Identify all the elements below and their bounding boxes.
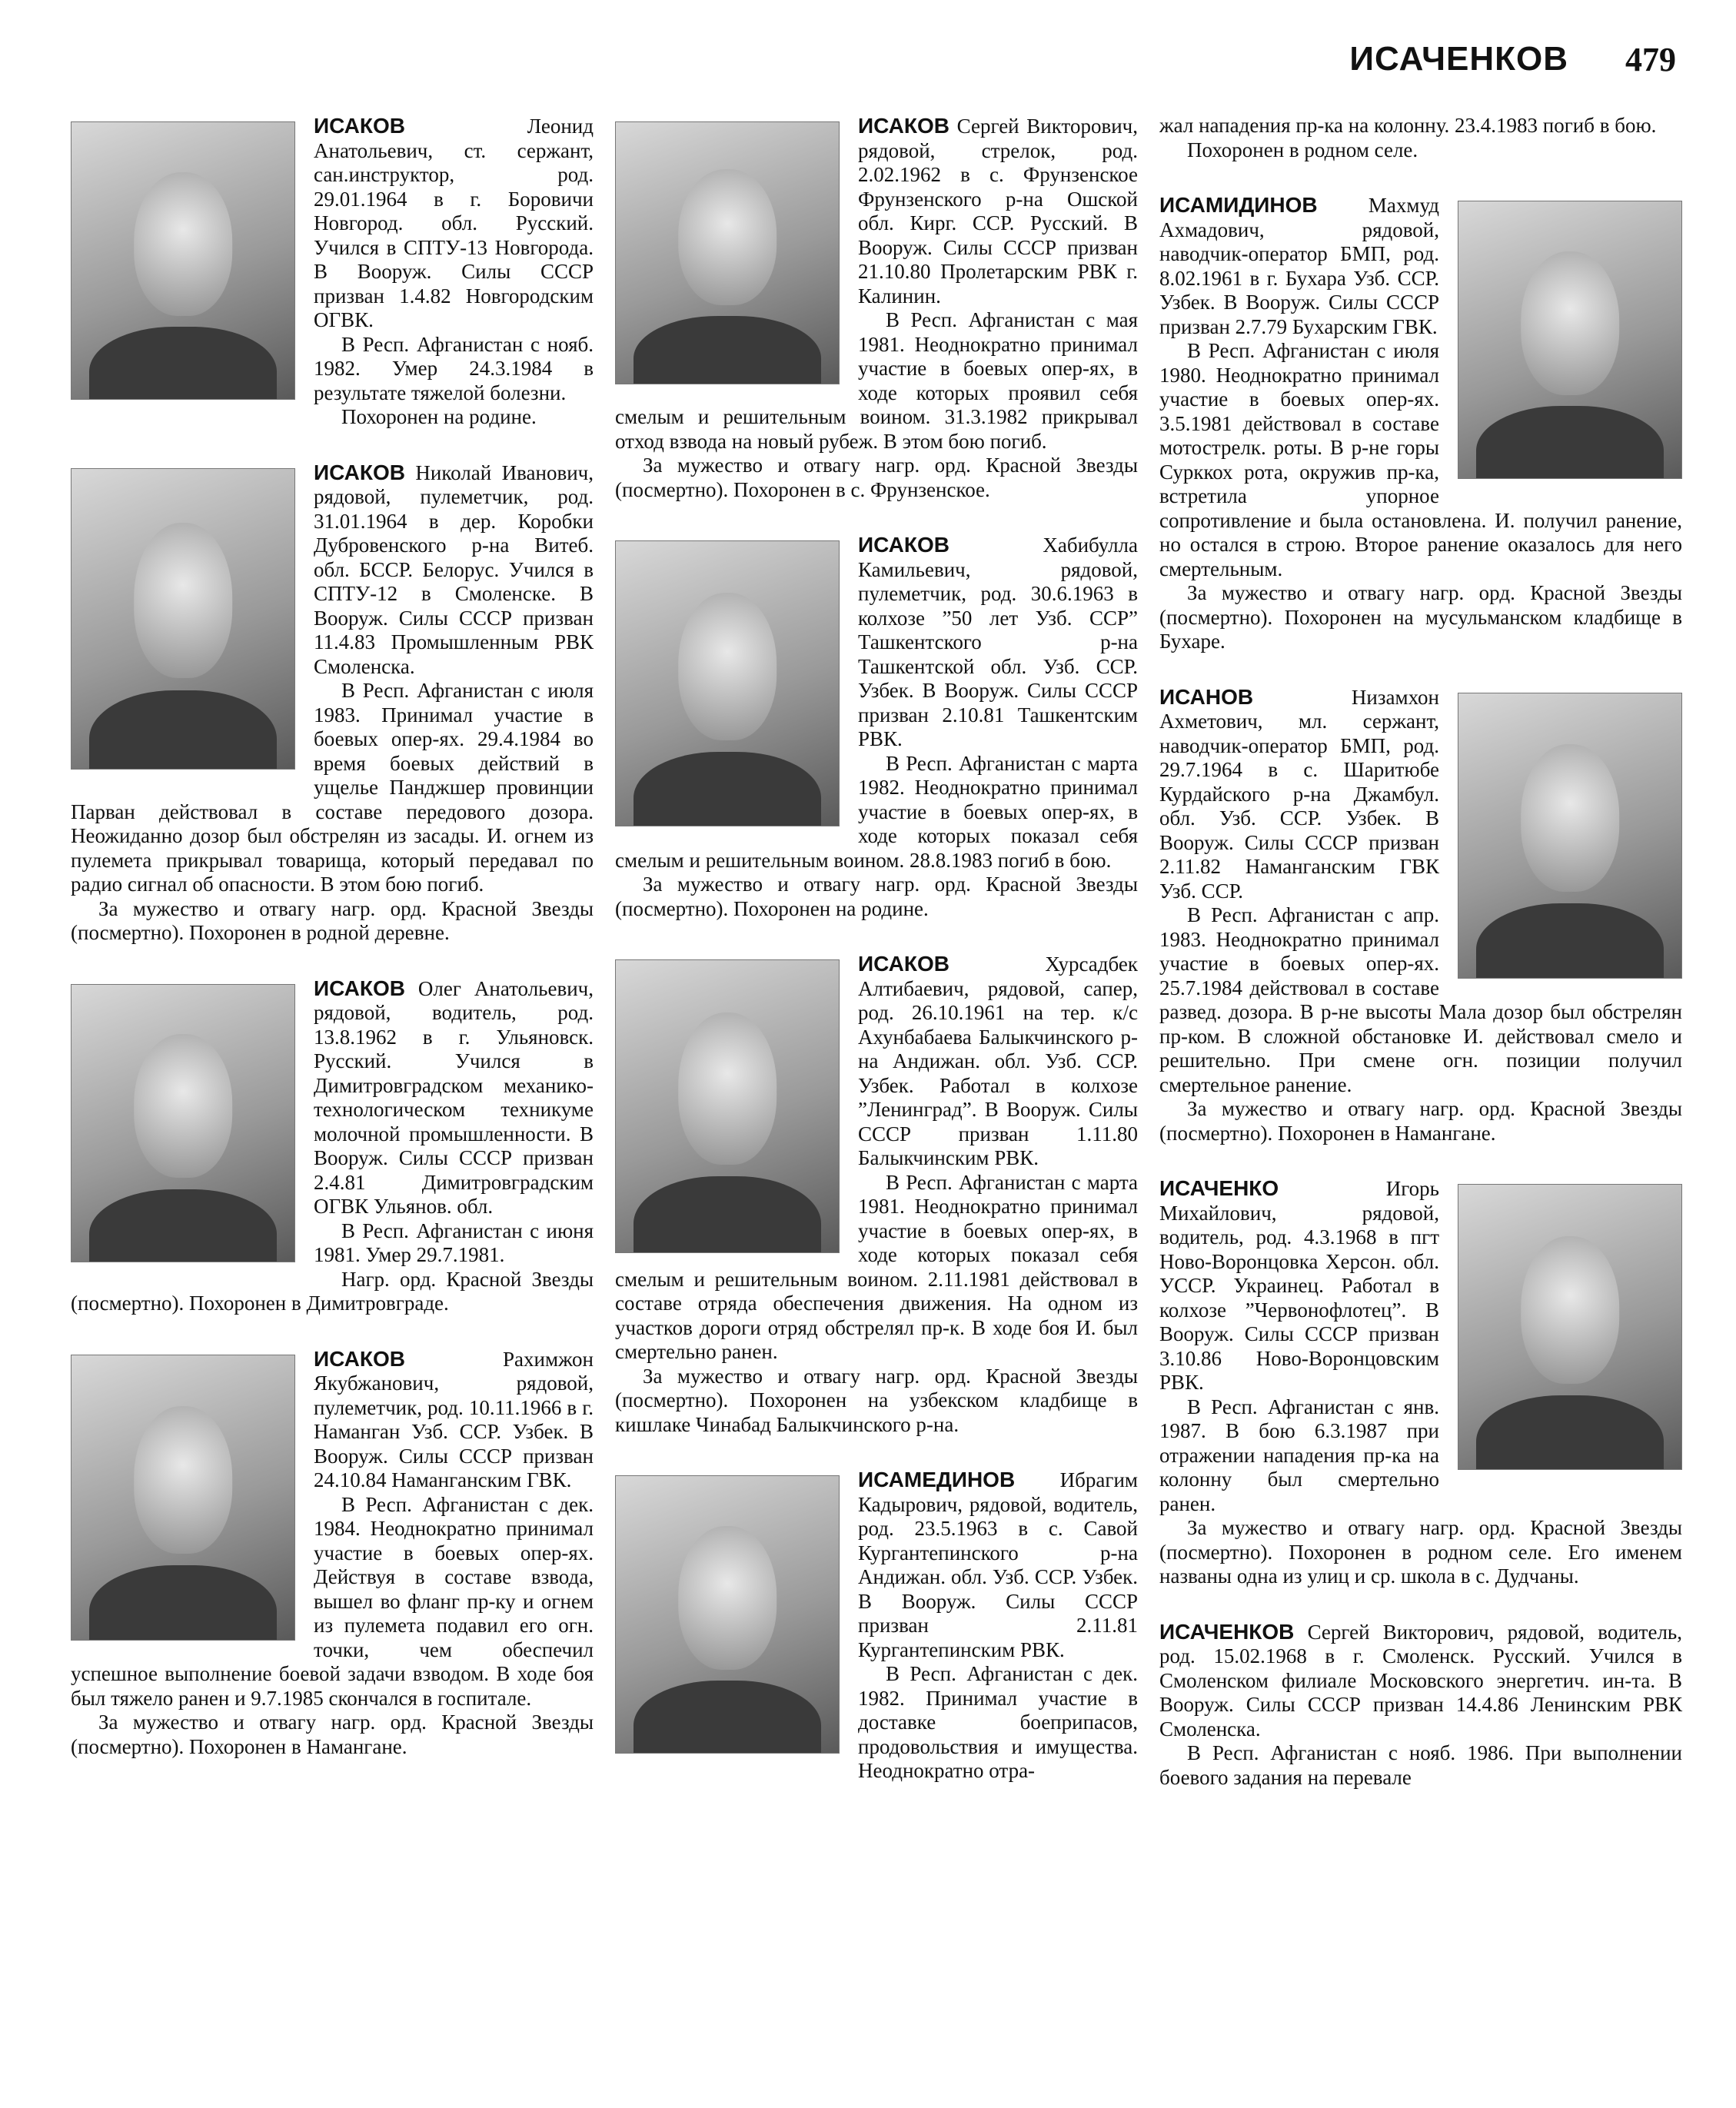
entry-continued-text: жал нападения пр-ка на колонну. 23.4.1983 погиб в бою. [1159,114,1657,137]
entry-isachenkov-sergei [1159,1620,1682,1790]
entry-lead: Хабибулла Камильевич, рядовой, пулеметчик, род. 30.6.1963 в колхозе ”50 лет Узб. ССР” Ташкентского р-на Ташкентской обл. Узб. ССР. Узбек. В Вооруж. Силы СССР призван 2.10.81 Ташкентским РВК. [858,534,1138,750]
entry-isamedinov-ibragim [615,1468,1138,1784]
page-number: 479 [1625,41,1676,78]
entry-service: В Респ. Афганистан с нояб. 1986. При выполнении боевого задания на перевале [1159,1741,1682,1789]
entry-burial: Похоронен в родном селе. [1187,138,1418,161]
entry-surname: ИСАКОВ [858,114,949,138]
entry-burial: За мужество и отвагу нагр. орд. Красной Звезды (посмертно). Похоронен на родине. [615,873,1138,920]
portrait-photo [71,468,295,770]
entry-surname: ИСАЧЕНКОВ [1159,1619,1295,1644]
portrait-photo [1458,201,1682,479]
entry-surname: ИСАКОВ [858,952,949,976]
entry-surname: ИСАКОВ [314,114,405,138]
column-1 [71,114,594,1790]
entry-isakov-sergei [615,114,1138,502]
entry-isamidinov-makhmud [1159,193,1682,654]
entry-burial: Похоронен на родине. [341,405,537,428]
entry-surname: ИСАКОВ [314,976,405,1000]
entry-lead: Сергей Викторович, рядовой, стрелок, род. 2.02.1962 в с. Фрунзенское Фрунзенского р-на Ошской обл. Кирг. ССР. Русский. В Вооруж. Силы СССР призван 21.10.80 Пролетарским РВК г. Калинин. [858,115,1138,308]
entry-burial: За мужество и отвагу нагр. орд. Красной Звезды (посмертно). Похоронен в Намангане. [71,1711,594,1758]
portrait-photo [615,1475,840,1754]
portrait-photo [1458,693,1682,979]
running-head: ИСАЧЕНКОВ [1349,40,1568,78]
column-3 [1159,114,1682,1820]
entry-service: В Респ. Афганистан с дек. 1982. Принимал участие в доставке боеприпасов, продовольствия и имущества. Неоднократно отра- [858,1662,1138,1782]
entry-lead: Низамхон Ахметович, мл. сержант, наводчик-оператор БМП, род. 29.7.1964 в с. Шаритюбе Курдайского р-на Джамбул. обл. Узб. ССР. Узбек. В Вооруж. Силы СССР призван 2.11.82 Наманганским ГВК Узб. ССР. [1159,685,1439,903]
entry-service: В Респ. Афганистан с мая 1981. Неоднократно принимал участие в боевых опер-ях, в ходе которых проявил себя смелым и решительным воином. 31.3.1982 прикрывал отход взвода на новый рубеж. В этом бою погиб. [615,308,1138,453]
entry-lead: Махмуд Ахмадович, рядовой, наводчик-оператор БМП, род. 8.02.1961 в г. Бухара Узб. ССР. Узбек. В Вооруж. Силы СССР призван 2.7.79 Бухарским ГВК. [1159,194,1439,338]
entry-isachenko-igor [1159,1176,1682,1589]
entry-lead: Ибрагим Кадырович, рядовой, водитель, род. 23.5.1963 в с. Савой Кургантепинского р-на Андижан. обл. Узб. ССР. Узбек. В Вооруж. Силы СССР призван 2.11.81 Кургантепинским РВК. [858,1468,1138,1661]
entry-isakov-nikolai [71,461,594,946]
portrait-photo [615,959,840,1253]
entry-burial: За мужество и отвагу нагр. орд. Красной Звезды (посмертно). Похоронен на узбекском кладбище в кишлаке Чинабад Балыкчинского р-на. [615,1364,1138,1436]
entry-service: В Респ. Афганистан с янв. 1987. В бою 6.3.1987 при отражении нападения пр-ка на колонну был смертельно ранен. [1159,1395,1439,1515]
entry-service: В Респ. Афганистан с нояб. 1982. Умер 24.3.1984 в результате тяжелой болезни. [314,332,594,404]
entry-service: В Респ. Афганистан с июля 1980. Неоднократно принимал участие в боевых опер-ях. 3.5.1981 действовал в составе мотострелк. роты. В р-не горы Сурккох рота, окружив пр-ка, встретила упорное сопротивление и была остановлена. И. получил ранение, но остался в строю. Второе ранение оказалось для него смертельным. [1159,339,1682,580]
entry-burial: За мужество и отвагу нагр. орд. Красной Звезды (посмертно). Похоронен в Намангане. [1159,1097,1682,1145]
entry-isakov-rakhimzhon [71,1347,594,1760]
entry-continuation [1159,114,1682,162]
entry-service: В Респ. Афганистан с июня 1981. Умер 29.7.1981. [314,1219,594,1266]
portrait-photo [615,540,840,826]
portrait-photo [615,121,840,384]
entry-burial: За мужество и отвагу нагр. орд. Красной Звезды (посмертно). Похоронен в родной деревне. [71,896,594,944]
entry-service: В Респ. Афганистан с дек. 1984. Неоднократно принимал участие в боевых опер-ях. Действуя в составе взвода, вышел во фланг пр-ку и огнем из пулемета подавил его огн. точки, чем обеспечил успешное выполнение боевой задачи взводом. В ходе боя был тяжело ранен и 9.7.1985 скончался в госпитале. [71,1492,594,1710]
entry-isakov-oleg [71,976,594,1316]
entry-lead: Сергей Викторович, рядовой, водитель, род. 15.02.1968 в г. Смоленск. Русский. Учился в Смоленском филиале Московского энергетич. ин-та. В Вооруж. Силы СССР призван 14.4.86 Ленинским РВК Смоленска. [1159,1620,1682,1741]
portrait-photo [71,984,295,1262]
entry-lead: Игорь Михайлович, рядовой, водитель, род. 4.3.1968 в пгт Ново-Воронцовка Херсон. обл. УССР. Украинец. Работал в колхозе ”Червонофлотец”. В Вооруж. Силы СССР призван 3.10.86 Ново-Воронцовским РВК. [1159,1177,1439,1394]
entry-surname: ИСАКОВ [858,533,949,557]
entry-burial: За мужество и отвагу нагр. орд. Красной Звезды (посмертно). Похоронен на мусульманском кладбище в Бухаре. [1159,581,1682,653]
portrait-photo [71,1355,295,1641]
entry-isanov-nizamkhon [1159,685,1682,1146]
entry-lead: Олег Анатольевич, рядовой, водитель, род. 13.8.1962 в г. Ульяновск. Русский. Учился в Димитровградском механико-технологическом техникуме молочной промышленности. В Вооруж. Силы СССР призван 2.4.81 Димитровградским ОГВК Ульянов. обл. [314,976,594,1218]
entry-lead: Николай Иванович, рядовой, пулеметчик, род. 31.01.1964 в дер. Коробки Дубровенского р-на Витеб. обл. БССР. Белорус. Учился в СПТУ-12 в Смоленске. В Вооруж. Силы СССР призван 11.4.83 Промышленным РВК Смоленска. [314,461,594,678]
entry-surname: ИСАКОВ [314,460,405,484]
entry-lead: Рахимжон Якубжанович, рядовой, пулеметчик, род. 10.11.1966 в г. Наманган Узб. ССР. Узбек. В Вооруж. Силы СССР призван 24.10.84 Наманганским ГВК. [314,1347,594,1491]
entry-isakov-khabibulla [615,533,1138,921]
entry-lead: Хурсадбек Алтибаевич, рядовой, сапер, род. 26.10.1961 на тер. к/с Ахунбабаева Балыкчинского р-на Андижан. обл. Узб. ССР. Узбек. Работал в колхозе ”Ленинград”. В Вооруж. Силы СССР призван 1.11.80 Балыкчинским РВК. [858,953,1138,1169]
entry-service: В Респ. Афганистан с апр. 1983. Неоднократно принимал участие в боевых опер-ях. 25.7.1984 действовал в составе развед. дозора. В р-не высоты Мала дозор был обстрелян пр-ком. В сложной обстановке И. действовал смело и решительно. При смене огн. позиции получил смертельное ранение. [1159,903,1682,1096]
entry-burial: За мужество и отвагу нагр. орд. Красной Звезды (посмертно). Похоронен в с. Фрунзенское. [615,454,1138,501]
entry-isakov-khursadbek [615,952,1138,1437]
entry-surname: ИСАЧЕНКО [1159,1176,1279,1200]
entry-burial: За мужество и отвагу нагр. орд. Красной Звезды (посмертно). Похоронен в родном селе. Его именем названы одна из улиц и ср. школа в с. Дудчаны. [1159,1516,1682,1588]
portrait-photo [71,121,295,400]
entry-surname: ИСАКОВ [314,1346,405,1371]
entry-surname: ИСАМЕДИНОВ [858,1468,1016,1491]
entry-lead: Леонид Анатольевич, ст. сержант, сан.инструктор, род. 29.01.1964 в г. Боровичи Новгород. обл. Русский. Учился в СПТУ-13 Новгорода. В Вооруж. Силы СССР призван 1.4.82 Новгородским ОГВК. [314,115,594,331]
entry-service: В Респ. Афганистан с июля 1983. Принимал участие в боевых опер-ях. 29.4.1984 во время боевых действий в ущелье Панджшер провинции Парван действовал в составе передового дозора. Неожиданно дозор был обстрелян из засады. И. огнем из пулемета прикрывал товарища, который передавал по радио сигнал об опасности. В этом бою погиб. [71,679,594,896]
entry-surname: ИСАНОВ [1159,684,1254,709]
entry-surname: ИСАМИДИНОВ [1159,193,1318,217]
portrait-photo [1458,1184,1682,1470]
column-2 [615,114,1138,1814]
entry-service: В Респ. Афганистан с марта 1982. Неоднократно принимал участие в боевых опер-ях, в ходе которых показал себя смелым и решительным воином. 28.8.1983 погиб в бою. [615,751,1138,872]
entry-burial: Нагр. орд. Красной Звезды (посмертно). Похоронен в Димитровграде. [71,1267,594,1315]
page-header [1138,40,1676,86]
entry-service: В Респ. Афганистан с марта 1981. Неоднократно принимал участие в боевых опер-ях, в ходе которых показал себя смелым и решительным воином. 2.11.1981 действовал в составе отряда обеспечения движения. На одном из участков дороги отряд обстрелял пр-к. В ходе боя И. был смертельно ранен. [615,1170,1138,1363]
entry-isakov-leonid [71,114,594,430]
